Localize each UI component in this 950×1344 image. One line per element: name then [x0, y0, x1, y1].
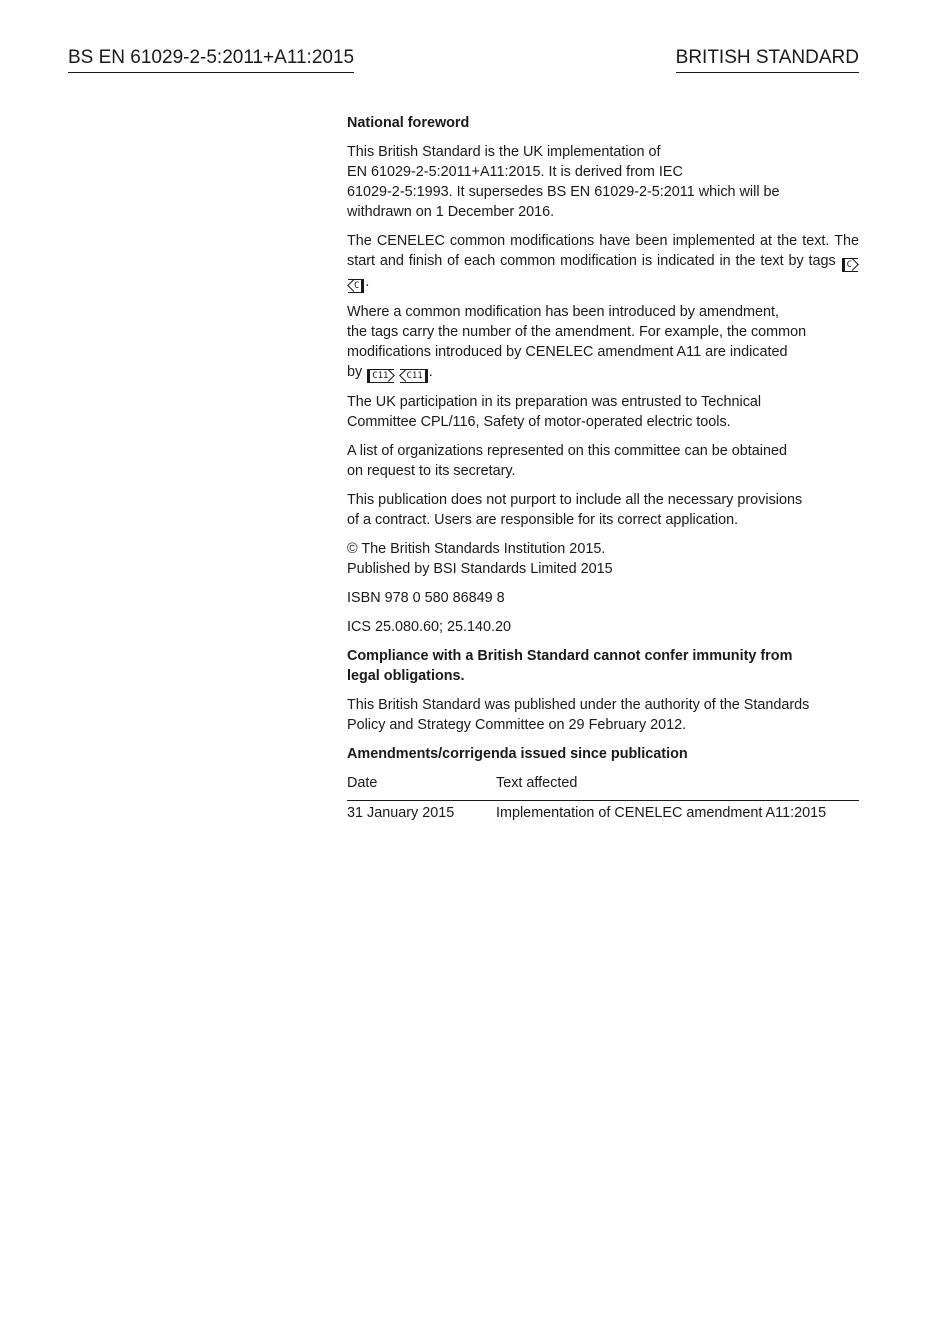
organizations-paragraph: [347, 441, 859, 481]
paragraph-line: of a contract. Users are responsible for its correct application.: [347, 512, 739, 528]
paragraph-line: legal obligations.: [347, 668, 465, 684]
intro-line: EN 61029-2-5:2011+A11:2015. It is derived from IEC: [347, 164, 683, 180]
amendments-table-header: [347, 773, 859, 801]
cenelec-paragraph: The CENELEC common modifications have been implemented at the text. The start and finish of each common modification is indicated in the text by tags C C .: [347, 233, 859, 291]
authority-paragraph: [347, 695, 859, 735]
paragraph-line: The UK participation in its preparation was entrusted to Technical: [347, 394, 762, 410]
compliance-notice: [347, 646, 859, 686]
document-id: BS EN 61029-2-5:2011+A11:2015: [68, 46, 354, 73]
intro-line: withdrawn on 1 December 2016.: [347, 204, 555, 220]
tag-c11-open-icon: C11: [367, 369, 394, 383]
column-header-text-affected: Text affected: [496, 775, 578, 791]
copyright-paragraph: [347, 539, 859, 579]
copyright-line: © The British Standards Institution 2015.: [347, 541, 606, 557]
paragraph-line: This publication does not purport to include all the necessary provisions: [347, 492, 803, 508]
ics: ICS 25.080.60; 25.140.20: [347, 619, 512, 635]
cenelec-text: The CENELEC common modifications have been implemented at the text. The start and finish of each common modification is indicated in the text by tags: [347, 233, 859, 269]
tag-c-close-icon: C: [348, 279, 364, 293]
publisher-line: Published by BSI Standards Limited 2015: [347, 561, 613, 577]
isbn: ISBN 978 0 580 86849 8: [347, 590, 505, 606]
paragraph-line: A list of organizations represented on this committee can be obtained: [347, 443, 787, 459]
amendments-title: Amendments/corrigenda issued since publication: [347, 746, 688, 762]
amendment-line: Where a common modification has been introduced by amendment,: [347, 304, 779, 320]
amendment-text: Implementation of CENELEC amendment A11:2015: [496, 805, 827, 821]
amendment-line: modifications introduced by CENELEC amendment A11 are indicated: [347, 344, 788, 360]
amendment-date: 31 January 2015: [347, 805, 455, 821]
contract-paragraph: [347, 490, 859, 530]
paragraph-line: Committee CPL/116, Safety of motor-operated electric tools.: [347, 414, 731, 430]
table-row: [347, 803, 859, 823]
paragraph-line: Policy and Strategy Committee on 29 February 2012.: [347, 717, 687, 733]
column-header-date: Date: [347, 775, 378, 791]
by-word: by: [347, 364, 363, 380]
paragraph-line: This British Standard was published under the authority of the Standards: [347, 697, 810, 713]
intro-line: This British Standard is the UK implementation of: [347, 144, 661, 160]
intro-line: 61029-2-5:1993. It supersedes BS EN 61029-2-5:2011 which will be: [347, 184, 780, 200]
amendment-line: the tags carry the number of the amendment. For example, the common: [347, 324, 807, 340]
amendment-tags-paragraph: [347, 302, 859, 383]
amendment-line: by C11 C11 .: [347, 364, 433, 381]
document-category: BRITISH STANDARD: [676, 46, 859, 73]
uk-participation-paragraph: [347, 392, 859, 432]
tag-c11-close-icon: C11: [400, 369, 427, 383]
tag-c-open-icon: C: [842, 258, 858, 272]
foreword-title: National foreword: [347, 115, 470, 131]
paragraph-line: Compliance with a British Standard cannot confer immunity from: [347, 648, 793, 664]
foreword-column: [347, 113, 859, 823]
intro-paragraph: [347, 142, 859, 222]
paragraph-line: on request to its secretary.: [347, 463, 516, 479]
